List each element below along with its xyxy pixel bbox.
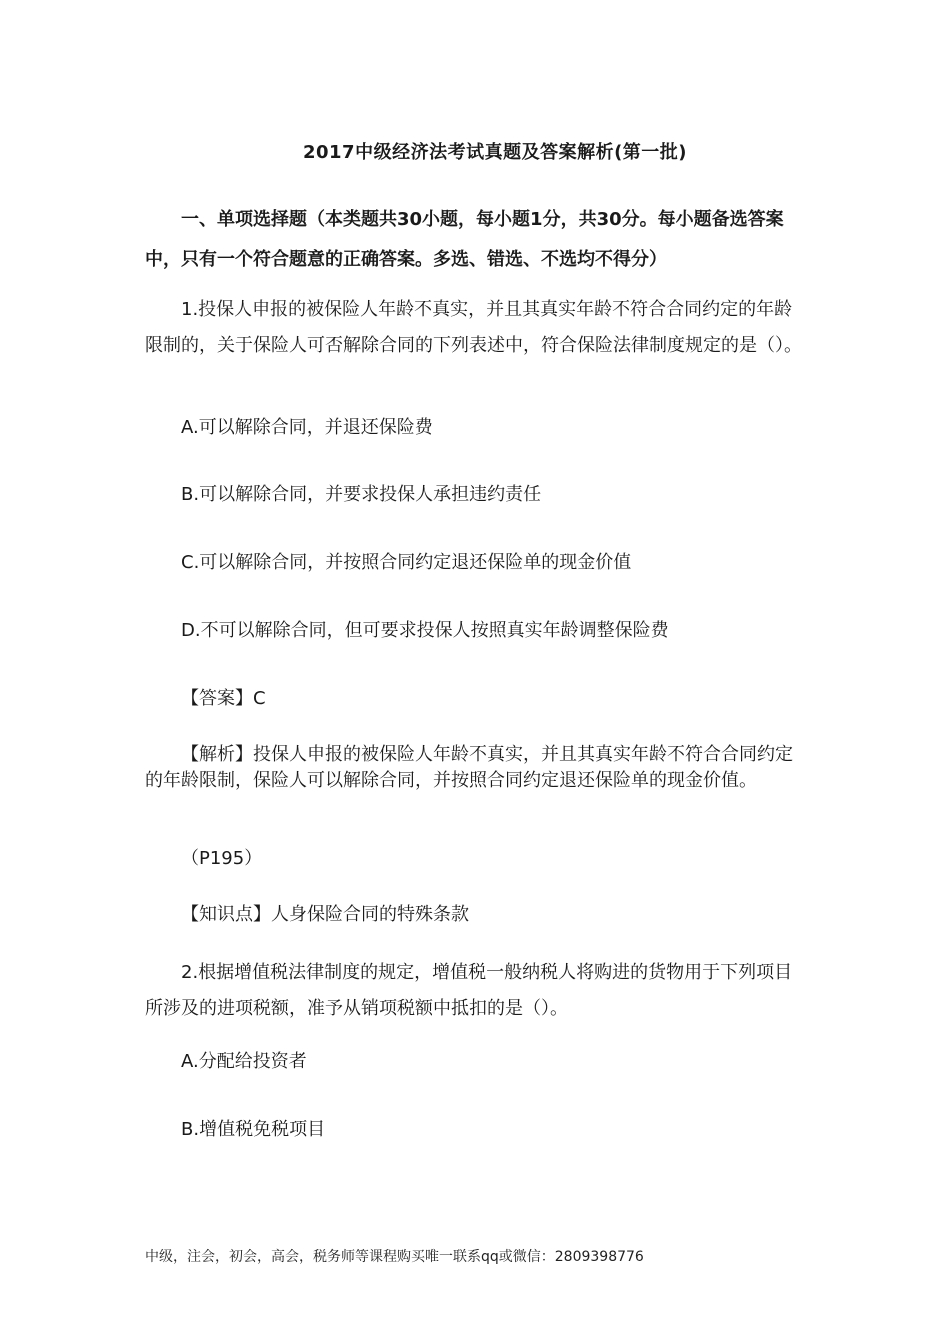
- question-1-option-a: A.可以解除合同，并退还保险费: [181, 417, 433, 438]
- question-1-page-ref: （P195）: [181, 848, 263, 869]
- question-2-stem: 2.根据增值税法律制度的规定，增值税一般纳税人将购进的货物用于下列项目所涉及的进项税额，准予从销项税额中抵扣的是（）。: [145, 962, 793, 1019]
- question-1-option-c: C.可以解除合同，并按照合同约定退还保险单的现金价值: [181, 552, 632, 573]
- question-1-answer: 【答案】C: [181, 688, 266, 709]
- question-1-option-d: D.不可以解除合同，但可要求投保人按照真实年龄调整保险费: [181, 620, 669, 641]
- footer-contact-text: 中级，注会，初会，高会，税务师等课程购买唯一联系qq或微信：2809398776: [145, 1249, 644, 1265]
- question-1-stem: 1.投保人申报的被保险人年龄不真实，并且其真实年龄不符合合同约定的年龄限制的，关于保险人可否解除合同的下列表述中，符合保险法律制度规定的是（）。: [145, 299, 802, 356]
- question-1-knowledge-point: 【知识点】人身保险合同的特殊条款: [181, 904, 469, 925]
- question-2-option-a: A.分配给投资者: [181, 1051, 307, 1072]
- question-1-analysis: 【解析】投保人申报的被保险人年龄不真实，并且其真实年龄不符合合同约定的年龄限制，保险人可以解除合同，并按照合同约定退还保险单的现金价值。: [145, 744, 793, 791]
- question-2-option-b: B.增值税免税项目: [181, 1119, 326, 1140]
- question-1-option-b: B.可以解除合同，并要求投保人承担违约责任: [181, 484, 542, 505]
- section-heading: 一、单项选择题（本类题共30小题，每小题1分，共30分。每小题备选答案中，只有一个符合题意的正确答案。多选、错选、不选均不得分）: [145, 209, 784, 270]
- document-title: 2017中级经济法考试真题及答案解析(第一批): [302, 142, 688, 163]
